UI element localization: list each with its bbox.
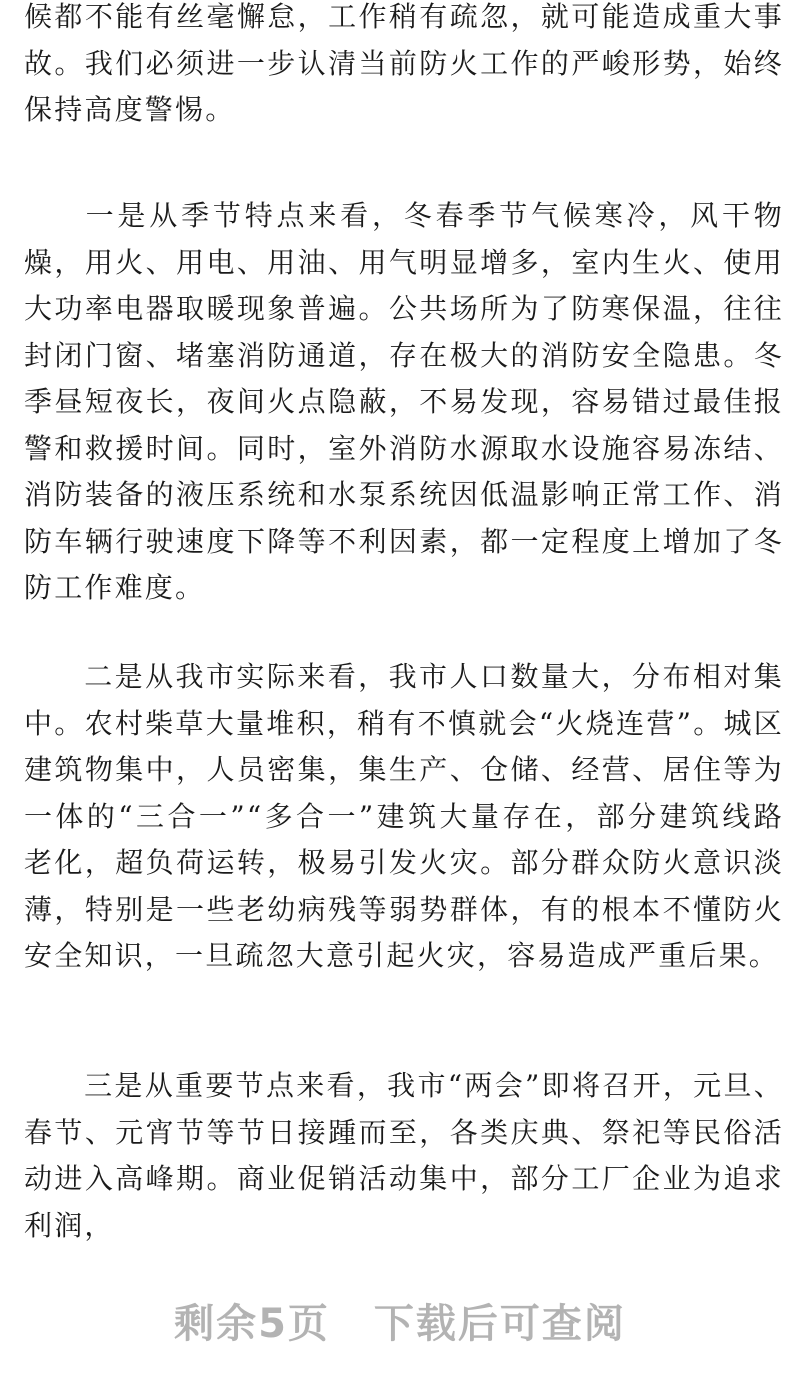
paragraph-season: [24, 193, 784, 612]
paragraph-continuation-text: 候都不能有丝毫懈怠，工作稍有疏忽，就可能造成重大事故。我们必须进一步认清当前防火工作的严峻形势，始终保持高度警惕。: [24, 0, 784, 126]
remaining-pages-label: 剩余5页: [174, 1301, 330, 1347]
paragraph-key-dates: [24, 1063, 784, 1249]
download-hint-label[interactable]: 下载后可查阅: [373, 1301, 626, 1347]
paragraph-continuation: [24, 0, 784, 134]
paragraph-key-dates-text: 三是从重要节点来看，我市“两会”即将召开，元旦、春节、元宵节等节日接踵而至，各类庆典、祭祀等民俗活动进入高峰期。商业促销活动集中，部分工厂企业为追求利润，: [24, 1069, 784, 1242]
paragraph-season-text: 一是从季节特点来看，冬春季节气候寒冷，风干物燥，用火、用电、用油、用气明显增多，室内生火、使用大功率电器取暖现象普遍。公共场所为了防寒保温，往往封闭门窗、堵塞消防通道，存在极大的消防安全隐患。冬季昼短夜长，夜间火点隐蔽，不易发现，容易错过最佳报警和救援时间。同时，室外消防水源取水设施容易冻结、消防装备的液压系统和水泵系统因低温影响正常工作、消防车辆行驶速度下降等不利因素，都一定程度上增加了冬防工作难度。: [24, 199, 784, 604]
paragraph-city-text: 二是从我市实际来看，我市人口数量大，分布相对集中。农村柴草大量堆积，稍有不慎就会“火烧连营”。城区建筑物集中，人员密集，集生产、仓储、经营、居住等为一体的“三合一”“多合一”建筑大量存在，部分建筑线路老化，超负荷运转，极易引发火灾。部分群众防火意识淡薄，特别是一些老幼病残等弱势群体，有的根本不懂防火安全知识，一旦疏忽大意引起火灾，容易造成严重后果。: [24, 660, 784, 972]
download-banner[interactable]: [0, 1292, 800, 1349]
paragraph-city: [24, 654, 784, 980]
